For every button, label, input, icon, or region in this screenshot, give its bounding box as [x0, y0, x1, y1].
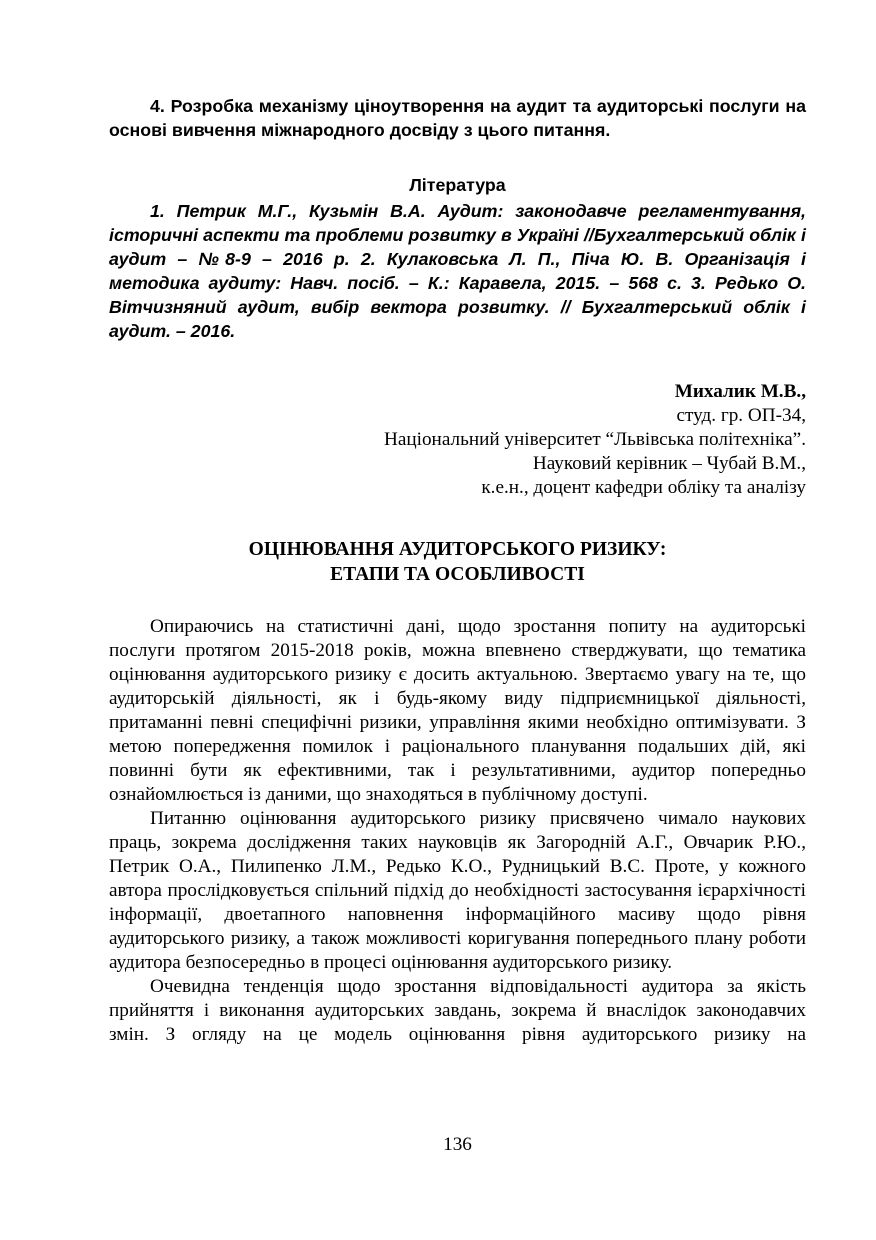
article-title: [109, 537, 806, 587]
author-name: Михалик М.В.,: [674, 381, 806, 402]
paragraph: Опираючись на статистичні дані, щодо зростання попиту на аудиторські послуги протягом 2015-2018 років, можна впевнено стверджувати, що тематика оцінювання аудиторського ризику є досить актуальною. Звертаємо увагу на те, що аудиторській діяльності, як і будь-якому виду підприємницької діяльності, притаманні певні специфічні ризики, управління якими необхідно оптимізувати. З метою попередження помилок і раціонального планування подальших дій, які повинні бути як ефективними, так і результативними, аудитор попередньо ознайомлюється із даними, що знаходяться в публічному доступі.: [109, 616, 806, 805]
article-body: [109, 615, 806, 1047]
supervisor: Науковий керівник – Чубай В.М.,: [532, 453, 806, 474]
author-block: [109, 380, 806, 500]
paragraph: Питанню оцінювання аудиторського ризику присвячено чимало наукових праць, зокрема дослідження таких науковців як Загородній А.Г., Овчарик Р.Ю., Петрик О.А., Пилипенко Л.М., Редько К.О., Рудницький В.С. Проте, у кожного автора прослідковується спільний підхід до необхідності застосування ієрархічності інформації, двоетапного наповнення інформаційного масиву щодо рівня аудиторського ризику, а також можливості коригування попереднього плану роботи аудитора безпосередньо в процесі оцінювання аудиторського ризику.: [109, 808, 806, 973]
article-title-line-1: ОЦІНЮВАННЯ АУДИТОРСЬКОГО РИЗИКУ:: [248, 539, 667, 560]
paragraph: Очевидна тенденція щодо зростання відповідальності аудитора за якість прийняття і виконання аудиторських завдань, зокрема й внаслідок законодавчих змін. З огляду на це модель оцінювання рівня аудиторського ризику на: [109, 976, 806, 1045]
literature-heading: Література: [409, 175, 506, 195]
page-number: 136: [443, 1134, 472, 1155]
supervisor-title: к.е.н., доцент кафедри обліку та аналізу: [481, 477, 806, 498]
article-title-line-2: ЕТАПИ ТА ОСОБЛИВОСТІ: [330, 564, 585, 585]
list-item-4: 4. Розробка механізму ціноутворення на аудит та аудиторські послуги на основі вивчення міжнародного досвіду з цього питання.: [109, 96, 806, 140]
author-university: Національний університет “Львівська політехніка”.: [383, 429, 806, 450]
author-group: студ. гр. ОП-34,: [676, 405, 806, 426]
literature-references: 1. Петрик М.Г., Кузьмін В.А. Аудит: законодавче регламентування, історичні аспекти та проблеми розвитку в Україні //Бухгалтерський облік і аудит – №8-9 – 2016 р. 2. Кулаковська Л. П., Піча Ю. В. Організація і методика аудиту: Навч. посіб. – К.: Каравела, 2015. – 568 с. 3. Редько О. Вітчизняний аудит, вибір вектора розвитку. // Бухгалтерський облік і аудит. – 2016.: [109, 201, 806, 341]
